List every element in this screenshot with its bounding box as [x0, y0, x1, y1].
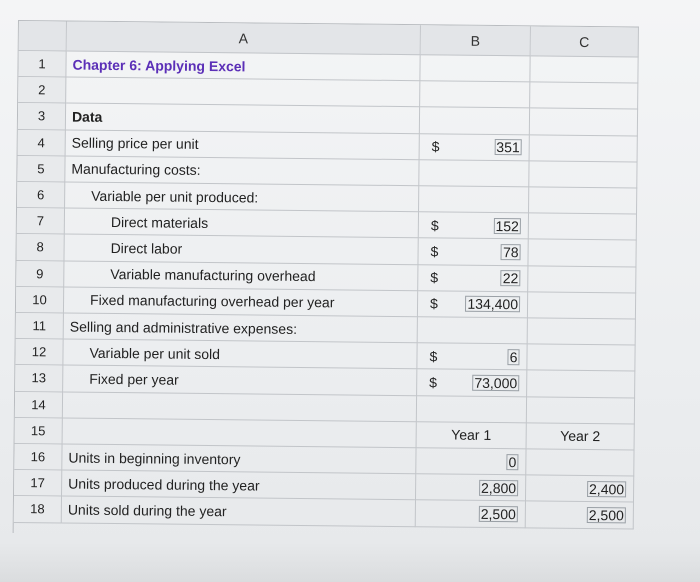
cell-c9[interactable]: [528, 266, 636, 293]
cell-a14[interactable]: [63, 392, 417, 422]
row-header[interactable]: 2: [18, 77, 66, 104]
currency-symbol: $: [431, 138, 440, 155]
cell-value: Year 2: [560, 428, 601, 445]
cell-c16[interactable]: [526, 449, 634, 476]
column-header-a[interactable]: A: [67, 22, 421, 56]
currency-symbol: $: [430, 269, 439, 286]
cell-text: Manufacturing costs:: [71, 160, 201, 179]
row-header[interactable]: 15: [15, 418, 63, 445]
cell-c17[interactable]: [526, 476, 634, 503]
cell-value: 351: [493, 138, 523, 156]
cell-a5[interactable]: [65, 156, 419, 186]
currency-symbol: $: [429, 348, 438, 365]
row-header[interactable]: 7: [17, 208, 65, 235]
cell-text: Units produced during the year: [68, 475, 260, 494]
cell-value: 152: [492, 217, 522, 235]
row-header[interactable]: 3: [18, 103, 66, 130]
row-header[interactable]: 10: [16, 287, 64, 314]
row-header[interactable]: 11: [16, 313, 64, 340]
row-header[interactable]: 18: [14, 496, 62, 523]
cell-text: Units in beginning inventory: [68, 449, 241, 467]
cell-text: Selling and administrative expenses:: [69, 318, 298, 337]
cell-text: Variable manufacturing overhead: [110, 266, 316, 285]
cell-a1[interactable]: [66, 52, 420, 82]
row-header[interactable]: 4: [18, 130, 66, 157]
cell-a11[interactable]: [64, 313, 418, 343]
cell-c11[interactable]: [528, 318, 636, 345]
cell-c3[interactable]: [530, 109, 638, 136]
cell-c7[interactable]: [529, 214, 637, 241]
cell-b7[interactable]: [419, 212, 529, 239]
cell-b15[interactable]: [417, 422, 527, 449]
cell-c18[interactable]: [526, 502, 634, 529]
cell-value: Year 1: [451, 426, 492, 444]
cell-text: Chapter 6: Applying Excel: [72, 56, 246, 74]
cell-a10[interactable]: [64, 287, 418, 317]
cell-b2[interactable]: [420, 81, 530, 108]
cell-value: 73,000: [471, 374, 520, 393]
cell-a4[interactable]: [66, 130, 420, 160]
row-header[interactable]: 17: [14, 470, 62, 497]
cell-value: 2,800: [478, 479, 519, 497]
row-header[interactable]: 12: [15, 339, 63, 366]
cell-text: Data: [71, 108, 103, 125]
row-header[interactable]: 9: [16, 261, 64, 288]
cell-b8[interactable]: [418, 239, 528, 266]
cell-a15[interactable]: [63, 418, 417, 448]
cell-value: 2,500: [586, 506, 627, 524]
currency-symbol: $: [429, 374, 438, 391]
currency-symbol: $: [430, 243, 439, 260]
cell-a9[interactable]: [64, 261, 418, 291]
cell-c4[interactable]: [530, 135, 638, 162]
cell-a3[interactable]: [66, 104, 420, 134]
cell-c1[interactable]: [530, 56, 638, 83]
cell-b12[interactable]: [417, 343, 527, 370]
cell-c2[interactable]: [530, 83, 638, 110]
cell-a8[interactable]: [64, 235, 418, 265]
cell-a17[interactable]: [62, 471, 416, 501]
cell-b3[interactable]: [420, 108, 530, 135]
spreadsheet-grid: [13, 20, 639, 539]
cell-a12[interactable]: [63, 340, 417, 370]
cell-b14[interactable]: [417, 396, 527, 423]
cell-text: Selling price per unit: [71, 134, 199, 153]
cell-b16[interactable]: [416, 448, 526, 475]
cell-value: 2,500: [478, 505, 519, 523]
cell-b5[interactable]: [419, 160, 529, 187]
cell-value: 6: [507, 348, 521, 366]
cell-c10[interactable]: [528, 292, 636, 319]
cell-a13[interactable]: [63, 366, 417, 396]
cell-c8[interactable]: [528, 240, 636, 267]
row-header[interactable]: 5: [17, 156, 65, 183]
cell-c15[interactable]: [527, 423, 635, 450]
currency-symbol: $: [429, 295, 438, 312]
cell-text: Fixed per year: [89, 370, 179, 388]
cell-text: Units sold during the year: [67, 501, 227, 520]
column-header-b[interactable]: B: [421, 25, 531, 56]
cell-b11[interactable]: [418, 317, 528, 344]
cell-c5[interactable]: [529, 161, 637, 188]
cell-b17[interactable]: [416, 474, 526, 501]
cell-b6[interactable]: [419, 186, 529, 213]
cell-c6[interactable]: [529, 187, 637, 214]
cell-a6[interactable]: [65, 183, 419, 213]
cell-a2[interactable]: [66, 78, 420, 108]
cell-a16[interactable]: [62, 444, 416, 474]
cell-text: Variable per unit produced:: [91, 187, 259, 206]
cell-a7[interactable]: [65, 209, 419, 239]
row-header[interactable]: 14: [15, 392, 63, 419]
cell-c13[interactable]: [527, 371, 635, 398]
cell-a18[interactable]: [62, 497, 416, 527]
cell-c14[interactable]: [527, 397, 635, 424]
cell-value: 0: [506, 453, 520, 471]
cell-b13[interactable]: [417, 370, 527, 397]
row-header[interactable]: 1: [18, 51, 66, 78]
cell-value: 2,400: [586, 480, 627, 498]
cell-b18[interactable]: [416, 501, 526, 528]
cell-text: Direct labor: [110, 239, 183, 257]
cell-text: Fixed manufacturing overhead per year: [89, 292, 335, 311]
cell-value: 134,400: [464, 295, 521, 314]
cell-text: Variable per unit sold: [89, 344, 221, 362]
cell-b9[interactable]: [418, 265, 528, 292]
cell-value: 22: [500, 269, 522, 287]
column-header-c[interactable]: C: [531, 26, 639, 57]
cell-b4[interactable]: [420, 134, 530, 161]
row-header[interactable]: 16: [14, 444, 62, 471]
photo-shadow: [0, 542, 700, 582]
row-header[interactable]: 6: [17, 182, 65, 209]
cell-value: 78: [500, 243, 522, 261]
currency-symbol: $: [430, 217, 439, 234]
cell-c12[interactable]: [527, 345, 635, 372]
cell-b10[interactable]: [418, 291, 528, 318]
corner-cell[interactable]: [19, 21, 67, 52]
row-header[interactable]: 13: [15, 365, 63, 392]
cell-text: Direct materials: [110, 213, 209, 231]
cell-b1[interactable]: [420, 55, 530, 82]
row-header[interactable]: 8: [16, 234, 64, 261]
